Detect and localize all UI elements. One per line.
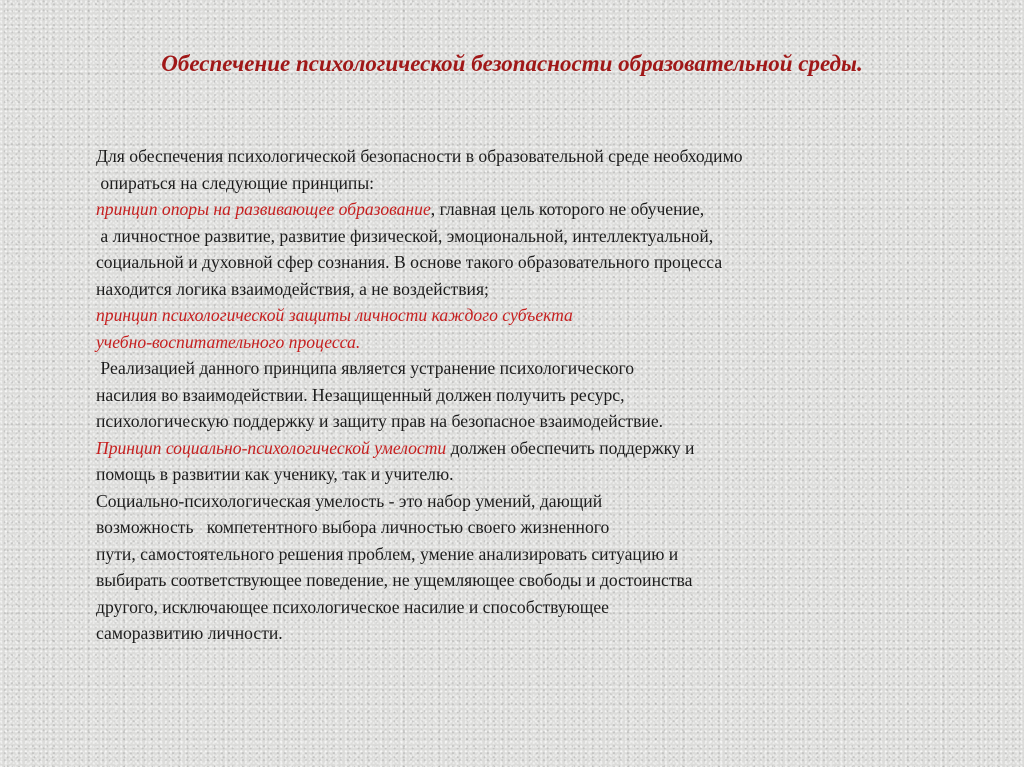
text-segment: находится логика взаимодействия, а не воздействия;	[96, 278, 489, 299]
text-line	[96, 249, 966, 276]
text-segment: социальной и духовной сфер сознания. В основе такого образовательного процесса	[96, 252, 723, 272]
slide-body-text	[96, 143, 966, 647]
text-line	[96, 514, 966, 541]
text-segment: опираться на следующие принципы:	[96, 172, 375, 193]
text-segment: саморазвитию личности.	[96, 623, 283, 643]
principle-highlight: Принцип социально-психологической умелости	[96, 437, 447, 458]
text-line	[96, 355, 966, 382]
text-line	[96, 567, 966, 594]
text-line	[96, 620, 966, 647]
principle-highlight: учебно-воспитательного процесса.	[96, 331, 361, 352]
text-segment: другого, исключающее психологическое насилие и способствующее	[96, 596, 609, 617]
text-line	[96, 170, 966, 197]
text-line	[96, 276, 966, 303]
text-segment: выбирать соответствующее поведение, не ущемляющее свободы и достоинства	[96, 570, 693, 590]
text-segment: пути, самостоятельного решения проблем, умение анализировать ситуацию и	[96, 543, 679, 564]
text-segment: возможность компетентного выбора личностью своего жизненного	[96, 517, 610, 537]
text-line	[96, 461, 966, 488]
text-line	[96, 435, 966, 462]
text-line	[96, 223, 966, 250]
text-segment: , главная цель которого не обучение,	[430, 199, 705, 219]
principle-highlight: принцип психологической защиты личности каждого субъекта	[96, 305, 573, 325]
slide-title: Обеспечение психологической безопасности образовательной среды.	[161, 51, 863, 76]
text-line	[96, 329, 966, 356]
text-segment: психологическую поддержку и защиту прав на безопасное взаимодействие.	[96, 411, 664, 431]
text-line	[96, 196, 966, 223]
text-segment: а личностное развитие, развитие физической, эмоциональной, интеллектуальной,	[96, 225, 714, 246]
text-segment: должен обеспечить поддержку и	[446, 437, 695, 458]
principle-highlight: принцип опоры на развивающее образование	[96, 199, 431, 219]
text-line	[96, 143, 966, 170]
text-line	[96, 488, 966, 515]
text-line	[96, 594, 966, 621]
text-segment: помощь в развитии как ученику, так и учителю.	[96, 464, 454, 484]
text-line	[96, 302, 966, 329]
text-segment: Реализацией данного принципа является устранение психологического	[96, 358, 635, 378]
text-line	[96, 408, 966, 435]
text-line	[96, 382, 966, 409]
text-segment: Для обеспечения психологической безопасности в образовательной среде необходимо	[96, 146, 743, 166]
text-segment: Социально-психологическая умелость - это набор умений, дающий	[96, 490, 603, 511]
text-segment: насилия во взаимодействии. Незащищенный должен получить ресурс,	[96, 384, 625, 405]
text-line	[96, 541, 966, 568]
